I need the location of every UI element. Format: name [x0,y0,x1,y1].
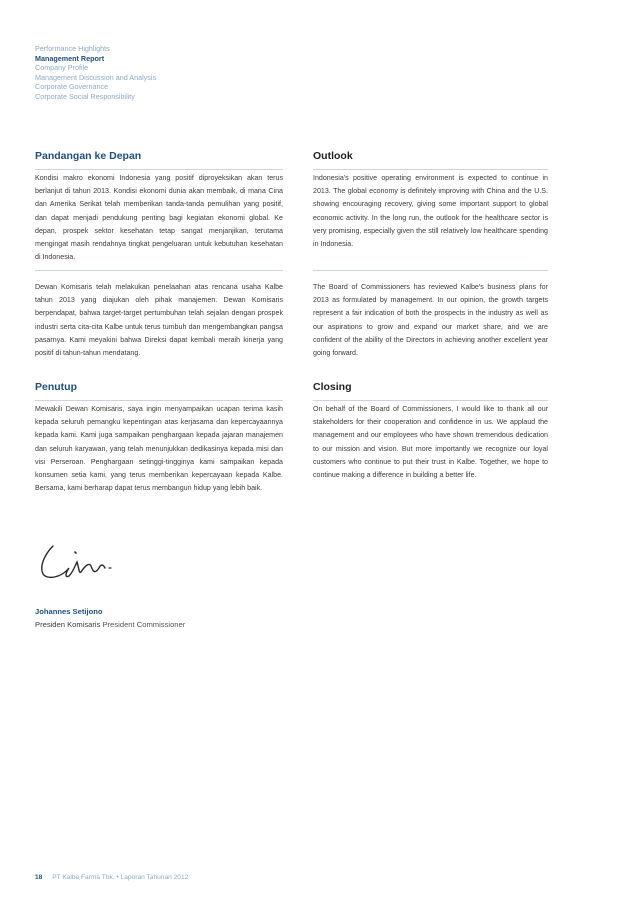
paragraph-outlook-2: The Board of Commissioners has reviewed Kalbe's business plans for 2013 as formulated by management. In our opinion, the growth targets represent a fair indication of both the prospects in the industry as well as our aspirations to grow and expand our market share, and we are confident of the ability of the Directors in achieving another excellent year going forward. [313,283,548,358]
heading-closing: Closing [313,381,548,401]
heading-pandangan: Pandangan ke Depan [35,150,283,170]
section-outlook [313,150,548,251]
section-dewan [35,279,283,360]
nav-item-performance-highlights[interactable]: Performance Highlights [35,44,110,53]
section-penutup [35,381,283,495]
section-nav [35,44,156,102]
paragraph-pandangan-1: Kondisi makro ekonomi Indonesia yang positif diproyeksikan akan terus berlanjut di tahun 2013. Kondisi ekonomi dunia akan membaik, di mana Cina dan Amerika Serikat telah memberikan tanda-tanda pemulihan yang positif, dan dapat menjadi pendukung penting bagi kegiatan ekonomi global. Ke depan, prospek sektor kesehatan tetap sangat menjanjikan, terutama mengingat masih rendahnya tingkat pengeluaran untuk kebutuhan kesehatan di Indonesia. [35,174,283,262]
page-number: 18 [35,874,43,881]
signer-title-en: President Commissioner [102,620,186,629]
paragraph-closing: On behalf of the Board of Commissioners, I would like to thank all our stakeholders for their cooperation and confidence in us. We applaud the management and our employees who have shown tremendous dedication to our mission and vision. But more importantly we recognize our loyal customers who continue to put their trust in Kalbe. Together, we hope to continue making a difference in building a better life. [313,405,548,480]
signer-title [35,620,185,629]
signature-image [35,538,125,588]
nav-item-management-report[interactable]: Management Report [35,53,105,63]
signer-title-id: Presiden Komisaris [35,620,101,629]
section-pandangan [35,150,283,264]
paragraph-pandangan-2: Dewan Komisaris telah melakukan penelaahan atas rencana usaha Kalbe tahun 2013 yang diajukan oleh pihak manajemen. Dewan Komisaris berpendapat, bahwa target-target pertumbuhan telah sejalan dengan prospek industri serta cita-cita Kalbe untuk terus tumbuh dan mengembangkan pangsa pasarnya. Kami meyakini bahwa Direksi dapat kembali meraih kinerja yang positif di tahun-tahun mendatang. [35,283,283,358]
heading-penutup: Penutup [35,381,283,401]
footer-report: • Laporan Tahunan 2012 [116,874,189,881]
divider [313,270,548,271]
nav-item-corporate-governance[interactable]: Corporate Governance [35,82,109,92]
paragraph-outlook-1: Indonesia's positive operating environment is expected to continue in 2013. The global economy is definitely improving with China and the U.S. showing encouraging recovery, giving some important support to global economic activity. In the long run, the outlook for the healthcare sector is very promising, especially given the still relatively low healthcare spending in Indonesia. [313,174,548,249]
footer-company: PT Kalbe Farma Tbk. [52,874,115,881]
nav-item-csr[interactable]: Corporate Social Responsibility [35,91,135,101]
heading-outlook: Outlook [313,150,548,170]
page-footer [35,874,188,881]
signer-name: Johannes Setijono [35,607,103,616]
paragraph-penutup: Mewakili Dewan Komisaris, saya ingin menyampaikan ucapan terima kasih kepada seluruh pemangku kepentingan atas kerjasama dan kepercayaannya kepada kami. Kami juga sampaikan penghargaan kepada jajaran manajemen dan seluruh karyawan, yang telah menunjukkan dedikasinya kepada misi dan visi Perseroan. Penghargaan setinggi-tingginya kami sampaikan kepada konsumen setia kami, yang terus memberikan kepercayaan kepada Kalbe. Bersama, kami berharap dapat terus membangun hidup yang lebih baik. [35,405,283,493]
section-closing [313,381,548,482]
section-board [313,279,548,360]
nav-item-company-profile[interactable]: Company Profile [35,63,89,73]
nav-item-management-discussion[interactable]: Management Discussion and Analysis [35,72,157,82]
divider [35,270,283,271]
